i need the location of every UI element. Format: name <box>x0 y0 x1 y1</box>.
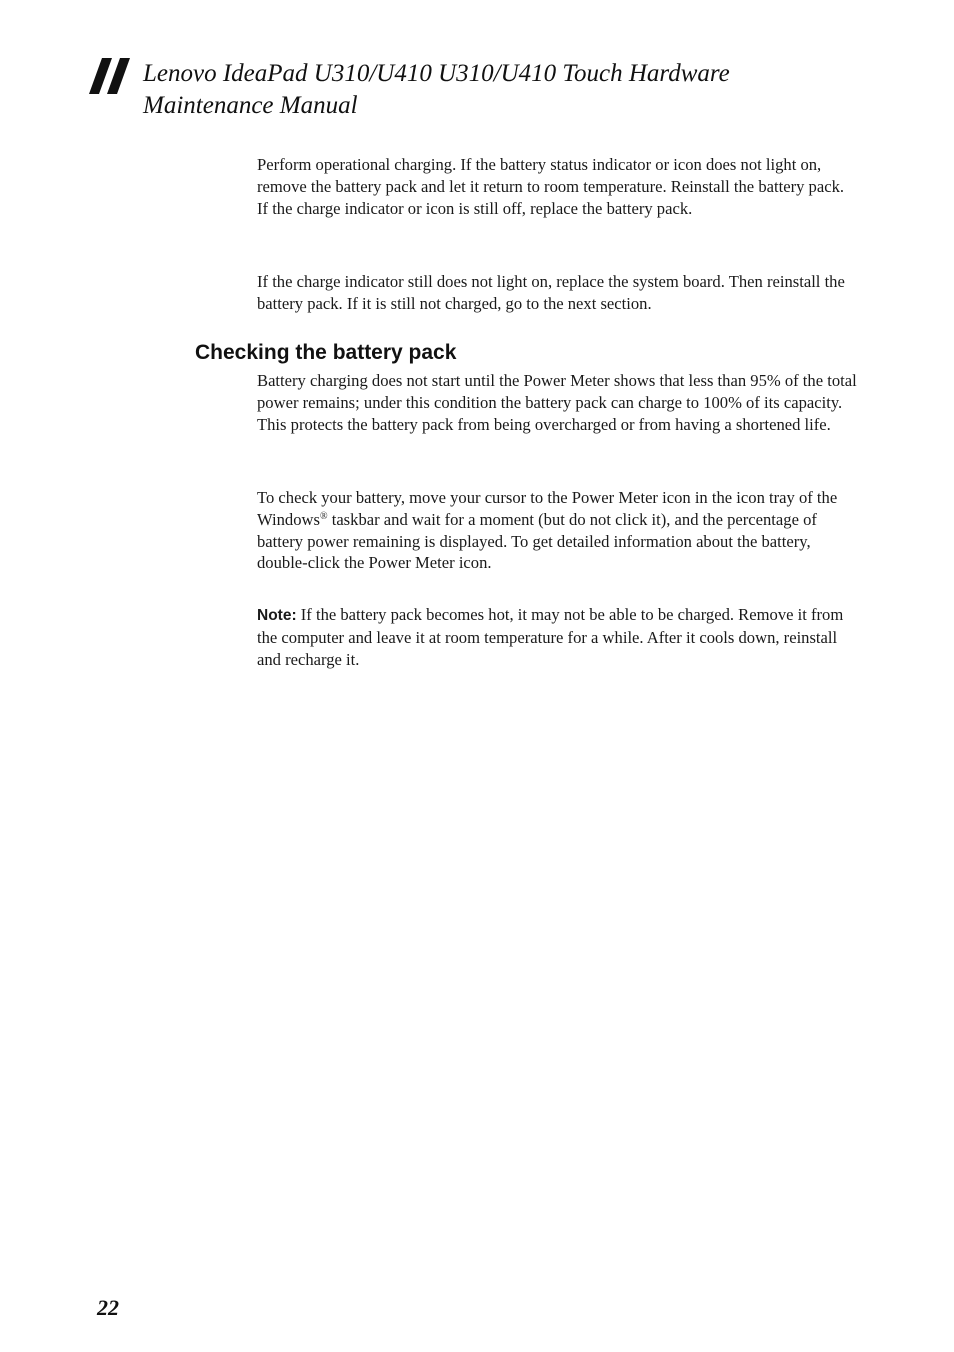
section-heading: Checking the battery pack <box>195 341 457 364</box>
note-label: Note: <box>257 607 297 624</box>
paragraph-operational-charging: Perform operational charging. If the battery status indicator or icon does not light on, remove the battery pack and let it return to room temperature. Reinstall the battery pack. If the charge indicator or icon is still off, replace the battery pack. <box>257 155 845 218</box>
paragraph-check-battery <box>257 487 857 574</box>
header-slash-mark <box>88 58 136 96</box>
page-number: 22 <box>97 1295 119 1320</box>
paragraph-battery-charging: Battery charging does not start until the Power Meter shows that less than 95% of the total power remains; under this condition the battery pack can charge to 100% of its capacity. This protects the battery pack from being overcharged or from having a shortened life. <box>257 371 857 434</box>
check-battery-text-2: taskbar and wait for a moment (but do not click it), and the percentage of battery power remaining is displayed. To get detailed information about the battery, double-click the Power Meter icon. <box>257 509 817 573</box>
paragraph-charge-indicator: If the charge indicator still does not light on, replace the system board. Then reinstall the battery pack. If it is still not charged, go to the next section. <box>257 272 845 313</box>
document-title-line-1: Lenovo IdeaPad U310/U410 U310/U410 Touch Hardware <box>143 60 730 87</box>
note-text: If the battery pack becomes hot, it may not be able to be charged. Remove it from the computer and leave it at room temperature for a while. After it cools down, reinstall and recharge it. <box>257 605 844 669</box>
check-battery-text-1: To check your battery, move your cursor to the Power Meter icon in the icon tray of the Windows <box>257 488 838 529</box>
registered-mark: ® <box>319 510 328 522</box>
note-paragraph <box>257 604 857 670</box>
document-title-line-2: Maintenance Manual <box>143 92 358 119</box>
document-title <box>143 58 843 122</box>
